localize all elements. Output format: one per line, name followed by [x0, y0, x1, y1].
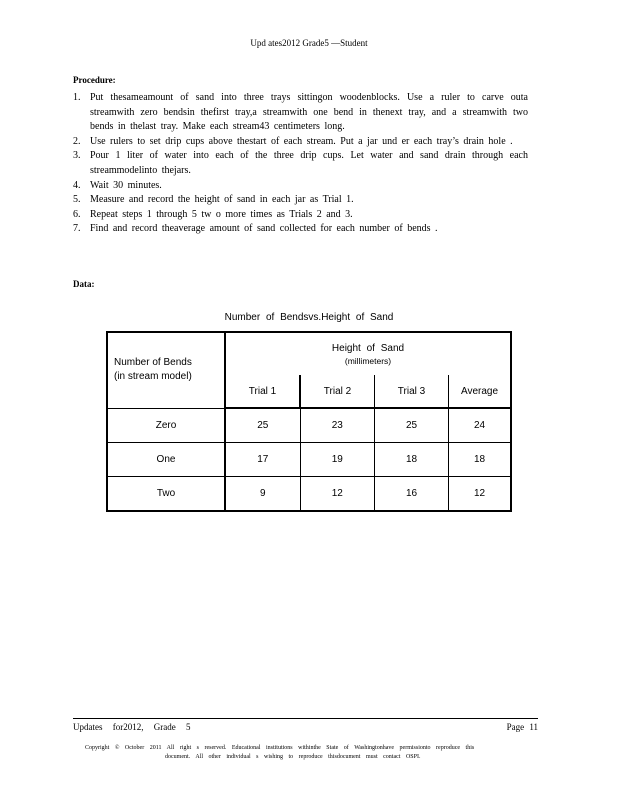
table-cell: 18 [449, 443, 512, 477]
step-number: 7. [73, 223, 81, 235]
table-cell: 9 [225, 477, 300, 512]
table-cell: 12 [300, 477, 375, 512]
data-table [106, 331, 512, 512]
step-number: 5. [73, 194, 81, 206]
table-cell: 12 [449, 477, 512, 512]
procedure-step [73, 222, 528, 237]
step-text: Put thesameamount of sand into three trays sittingon woodenblocks. Use a ruler to carve outa streamwith zero bendsin thefirst tray,a streamwith one bend in thenext tray, and a streamwith two bends in thelast tray. Make each stream43 centimeters long. [90, 92, 528, 133]
table-cell: 18 [375, 443, 449, 477]
step-text: Use rulers to set drip cups above thestart of each stream. Put a jar und er each tray’s drain hole . [90, 135, 513, 147]
group-header-cell [225, 332, 511, 375]
step-text: Measure and record the height of sand in each jar as Trial 1. [90, 194, 354, 206]
step-number: 2. [73, 135, 81, 147]
data-heading: Data: [73, 279, 95, 289]
table-title: Number of Bendsvs.Height of Sand [224, 312, 394, 323]
footer-divider [73, 718, 538, 719]
page-number: Page 11 [506, 722, 538, 732]
step-number: 3. [73, 150, 81, 162]
row-header-line1: Number of Bends [114, 357, 192, 369]
row-header-cell [107, 332, 225, 408]
copyright-line1: Copyright © October 2011 All right s reserved. Educational institutions withinthe State of Washingtonhave permissionto reproduce this [85, 745, 475, 751]
procedure-heading: Procedure: [73, 75, 116, 85]
table-header-row [107, 332, 511, 375]
procedure-step [73, 208, 528, 223]
table-row [107, 408, 511, 443]
table-cell: 16 [375, 477, 449, 512]
copyright-line2: document. All other individual s wishing to reproduce thisdocument must contact OSPI. [165, 754, 421, 760]
table-cell: 24 [449, 408, 512, 443]
group-subheader: (millimeters) [344, 355, 392, 366]
group-header: Height of Sand [331, 342, 405, 354]
procedure-step [73, 193, 528, 208]
step-number: 1. [73, 92, 81, 103]
table-cell: 19 [300, 443, 375, 477]
table-cell: 25 [375, 408, 449, 443]
table-cell: 17 [225, 443, 300, 477]
table-row [107, 443, 511, 477]
step-text: Find and record theaverage amount of sand collected for each number of bends . [90, 223, 438, 235]
step-text: Repeat steps 1 through 5 tw o more times as Trials 2 and 3. [90, 208, 353, 220]
procedure-step [73, 149, 528, 178]
table-row [107, 477, 511, 512]
step-number: 6. [73, 208, 81, 220]
footer-left: Updates for2012, Grade 5 [73, 722, 191, 732]
column-header: Trial 3 [375, 375, 449, 408]
table-cell: 23 [300, 408, 375, 443]
row-header-line2: (in stream model) [114, 371, 192, 383]
column-header: Trial 1 [225, 375, 300, 408]
copyright-notice [85, 744, 525, 762]
procedure-steps [73, 91, 528, 237]
procedure-step [73, 135, 528, 150]
procedure-step [73, 179, 528, 194]
column-header: Trial 2 [300, 375, 375, 408]
row-label: One [107, 443, 225, 477]
procedure-step [73, 91, 528, 135]
table-cell: 25 [225, 408, 300, 443]
step-text: Wait 30 minutes. [90, 179, 162, 191]
step-text: Pour 1 liter of water into each of the three drip cups. Let water and sand drain through each streammodelinto thejars. [90, 150, 528, 176]
step-number: 4. [73, 179, 81, 191]
column-header: Average [449, 375, 512, 408]
row-label: Two [107, 477, 225, 512]
row-label: Zero [107, 408, 225, 443]
page-header: Upd ates2012 Grade5 —Student [250, 38, 368, 48]
